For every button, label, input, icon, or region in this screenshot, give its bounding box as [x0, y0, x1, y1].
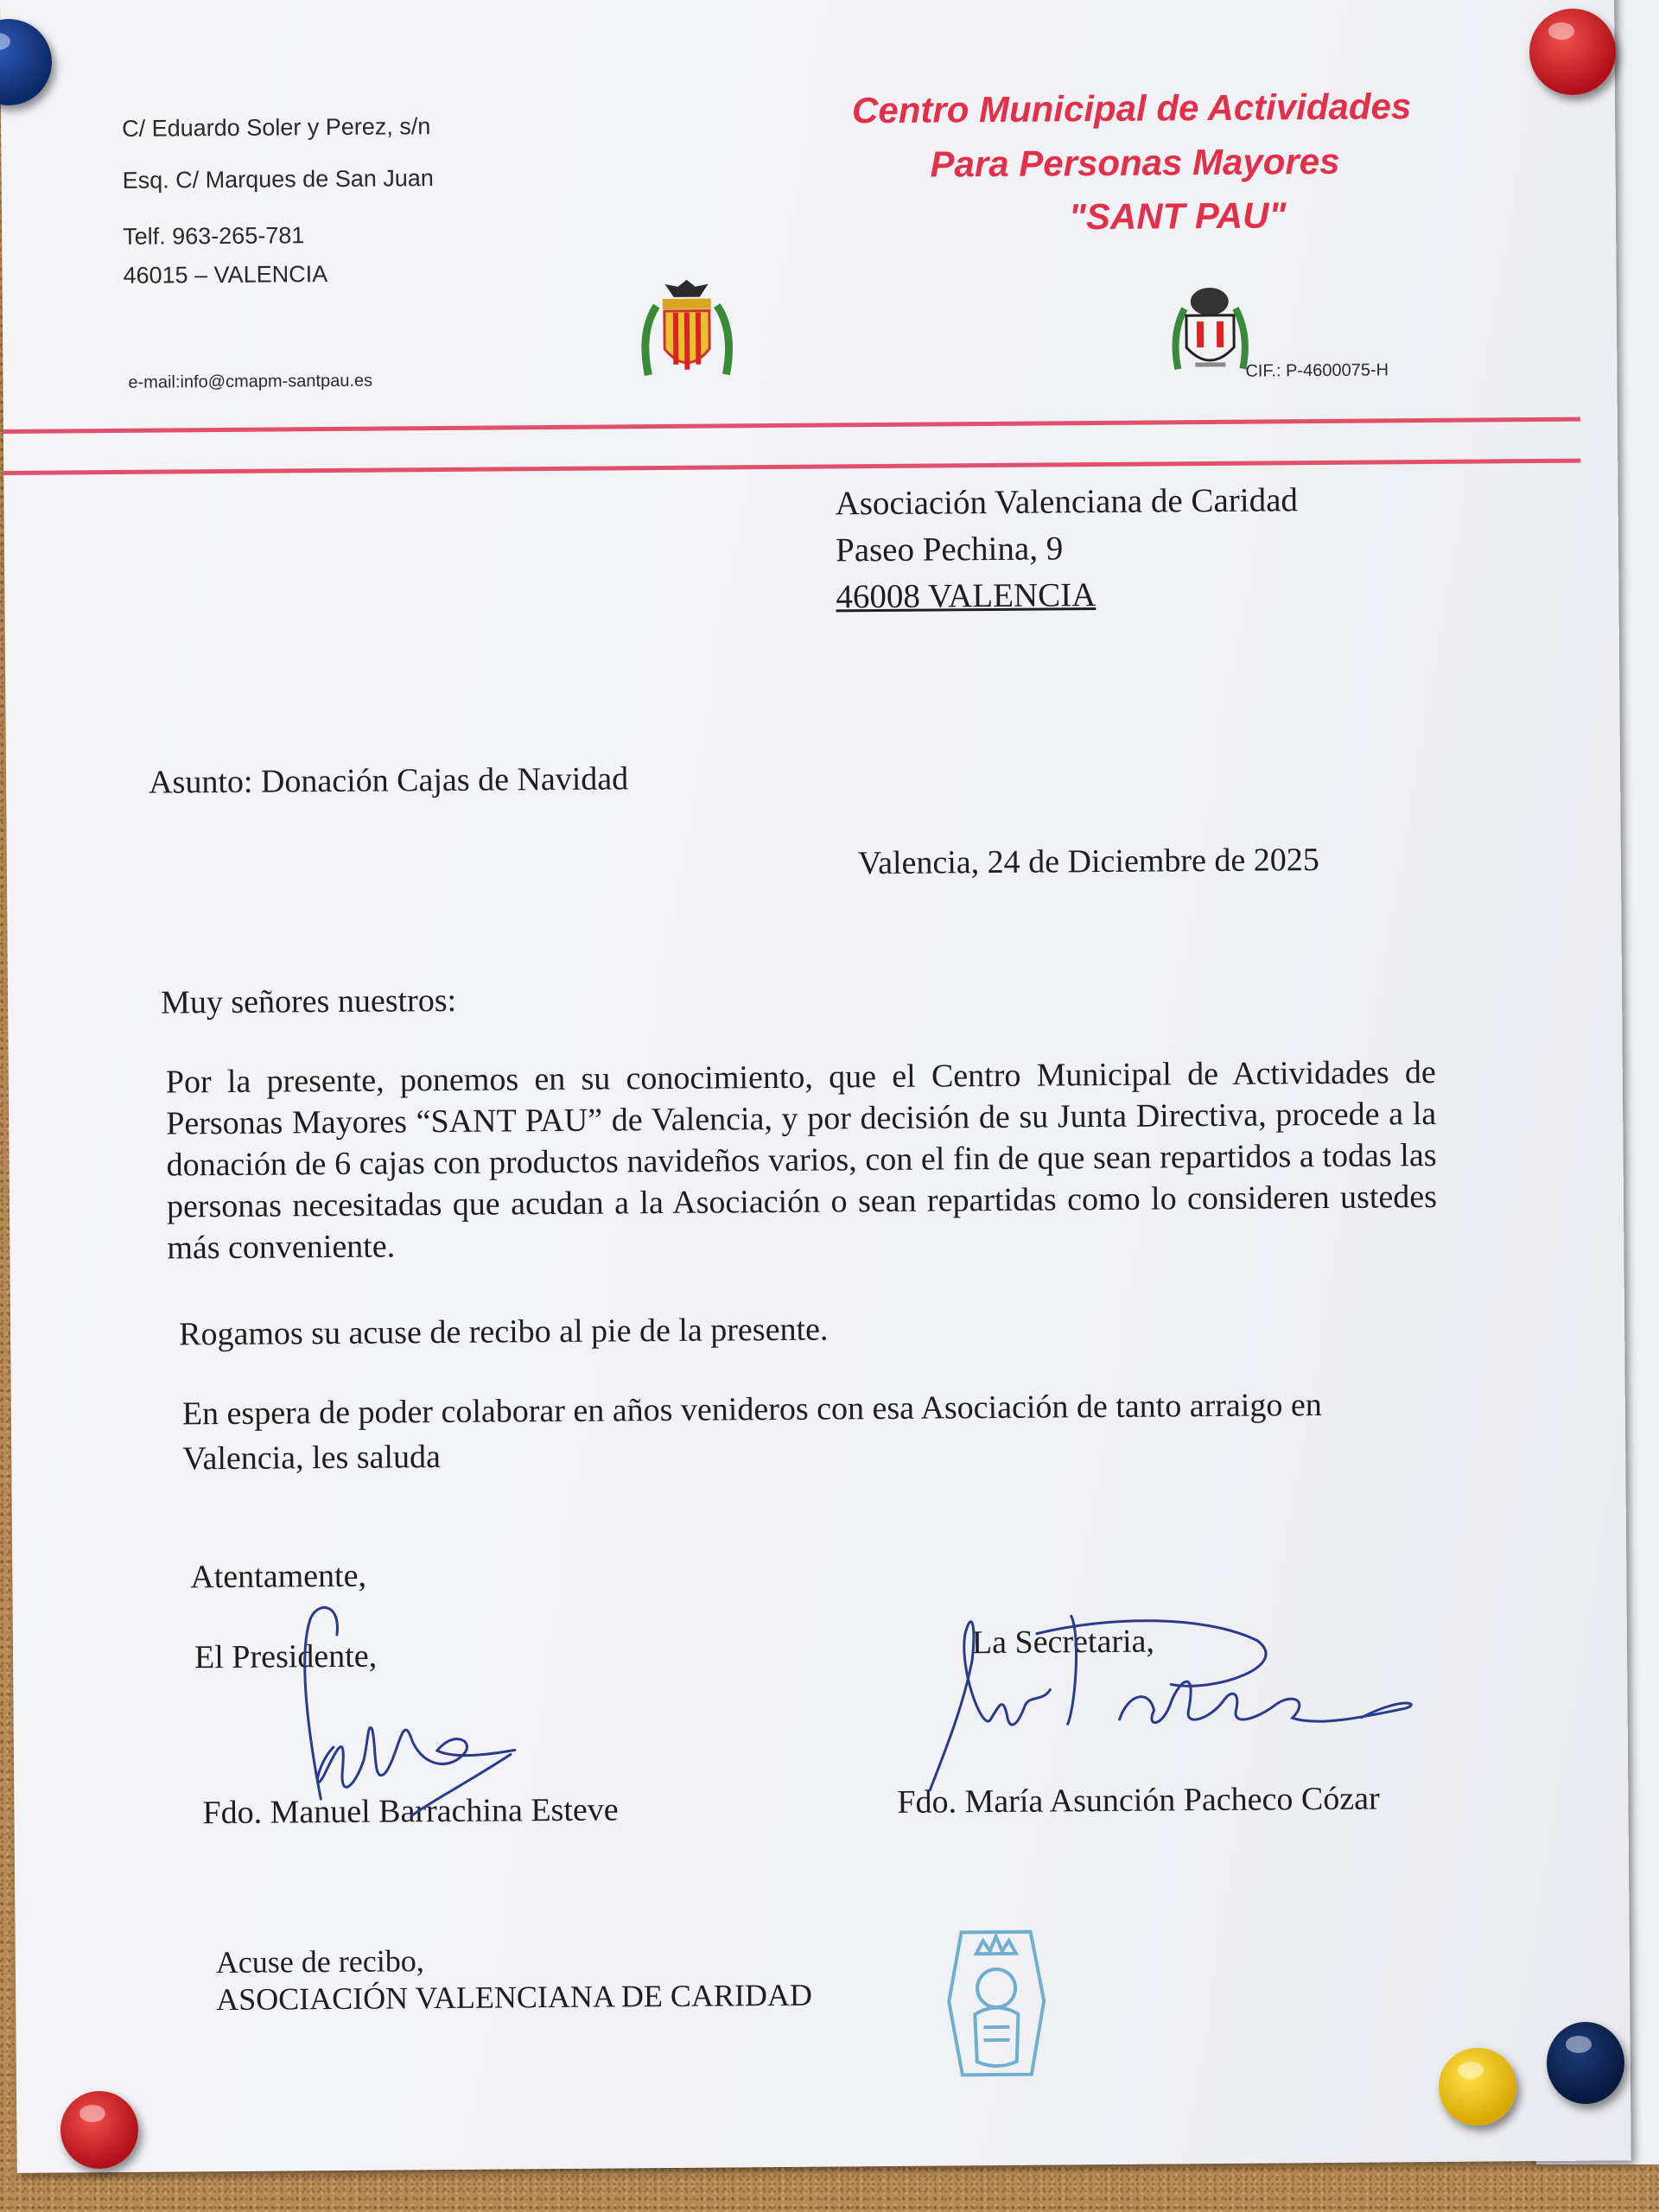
greeting: Muy señores nuestros: [160, 982, 457, 1021]
caridad-stamp-icon [939, 1915, 1053, 2088]
header-rule-top [3, 417, 1580, 434]
letter-date: Valencia, 24 de Diciembre de 2025 [857, 842, 1319, 882]
address-line-street: C/ Eduardo Soler y Perez, s/n [122, 113, 431, 142]
address-line-phone: Telf. 963-265-781 [123, 222, 305, 250]
pushpin-yellow [1439, 2048, 1516, 2126]
body-paragraph-1: Por la presente, ponemos en su conocimiento, que el Centro Municipal de Actividades de Personas Mayores “SANT PAU” de Valencia, y por decisión de su Junta Directiva, procede a la donación de 6 cajas con productos navideños varios, con el fin de que sean repartidos a todas las personas necesitadas que acudan a la Asociación o sean repartidas como lo consideren ustedes más conveniente. [165, 1053, 1438, 1267]
receipt-org: ASOCIACIÓN VALENCIANA DE CARIDAD [216, 1977, 813, 2018]
pushpin-red [1529, 9, 1616, 95]
valencia-coat-of-arms-icon [635, 279, 740, 388]
secretary-role: La Secretaria, [971, 1623, 1155, 1662]
president-name: Fdo. Manuel Barrachina Esteve [202, 1791, 619, 1832]
receipt-label: Acuse de recibo, [215, 1943, 424, 1980]
address-line-corner: Esq. C/ Marques de San Juan [122, 165, 434, 194]
pushpin-navy [1547, 2022, 1624, 2104]
header-cif: CIF.: P-4600075-H [1245, 360, 1389, 381]
president-role: El Presidente, [194, 1637, 378, 1676]
sant-pau-emblem-icon [1169, 283, 1252, 383]
address-line-city: 46015 – VALENCIA [123, 261, 328, 289]
org-name-line-1: Centro Municipal de Actividades [851, 86, 1412, 131]
recipient-name: Asociación Valenciana de Caridad [835, 481, 1299, 523]
pushpin-red-bottom [60, 2091, 138, 2169]
closing-salutation: Atentamente, [190, 1557, 367, 1596]
org-name-line-3: "SANT PAU" [1068, 194, 1287, 238]
header-rule-bottom [3, 459, 1580, 475]
secretary-name: Fdo. María Asunción Pacheco Cózar [897, 1780, 1380, 1821]
header-email: e-mail:info@cmapm-santpau.es [128, 371, 373, 392]
body-paragraph-2: Rogamos su acuse de recibo al pie de la presente. [178, 1311, 829, 1353]
body-paragraph-3: En espera de poder colaborar en años venideros con esa Asociación de tanto arraigo en Valencia, les saluda [181, 1387, 1322, 1478]
recipient-city: 46008 VALENCIA [836, 576, 1096, 616]
recipient-street: Paseo Pechina, 9 [835, 530, 1064, 569]
org-name-line-2: Para Personas Mayores [930, 140, 1340, 185]
subject-line: Asunto: Donación Cajas de Navidad [148, 760, 629, 801]
